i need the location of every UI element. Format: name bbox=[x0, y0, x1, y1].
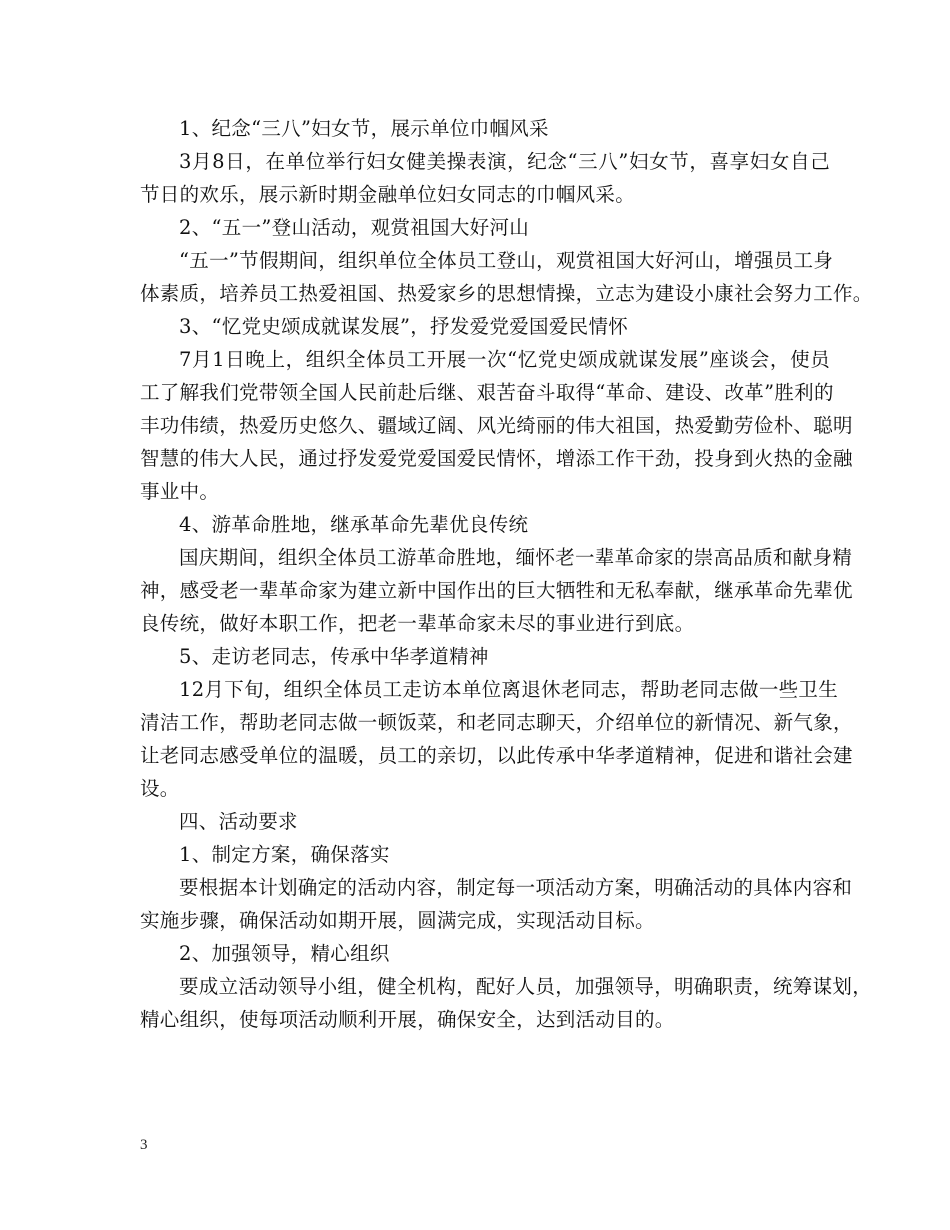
text-line: 3、“忆党史颂成就谋发展”，抒发爱党爱国爱民情怀 bbox=[179, 315, 629, 338]
document-body bbox=[140, 112, 873, 1036]
text-line: 良传统，做好本职工作，把老一辈革命家未尽的事业进行到底。 bbox=[140, 612, 695, 635]
text-line: 1、纪念“三八”妇女节，展示单位巾帼风采 bbox=[179, 117, 549, 140]
page-number: 3 bbox=[140, 1137, 148, 1153]
text-line: 4、游革命胜地，继承革命先辈优良传统 bbox=[179, 513, 529, 536]
text-line: 1、制定方案，确保落实 bbox=[179, 843, 390, 866]
text-line: 2、“五一”登山活动，观赏祖国大好河山 bbox=[179, 216, 530, 239]
text-line: 设。 bbox=[140, 777, 180, 800]
text-line: 国庆期间，组织全体员工游革命胜地，缅怀老一辈革命家的崇高品质和献身精 bbox=[179, 546, 853, 569]
text-line: 清洁工作，帮助老同志做一顿饭菜，和老同志聊天，介绍单位的新情况、新气象， bbox=[140, 711, 853, 734]
text-line: 5、走访老同志，传承中华孝道精神 bbox=[179, 645, 489, 668]
text-line: 3月8日，在单位举行妇女健美操表演，纪念“三八”妇女节，喜享妇女自己 bbox=[179, 150, 830, 173]
text-line: 12月下旬，组织全体员工走访本单位离退休老同志，帮助老同志做一些卫生 bbox=[179, 678, 839, 701]
text-line: “五一”节假期间，组织单位全体员工登山，观赏祖国大好河山，增强员工身 bbox=[179, 249, 834, 272]
text-line: 体素质，培养员工热爱祖国、热爱家乡的思想情操，立志为建设小康社会努力工作。 bbox=[140, 282, 873, 305]
text-line: 实施步骤，确保活动如期开展，圆满完成，实现活动目标。 bbox=[140, 909, 655, 932]
text-line: 要成立活动领导小组，健全机构，配好人员，加强领导，明确职责，统筹谋划， bbox=[179, 975, 873, 998]
text-line: 工了解我们党带领全国人民前赴后继、艰苦奋斗取得“革命、建设、改革”胜利的 bbox=[140, 381, 834, 404]
text-line: 让老同志感受单位的温暖，员工的亲切，以此传承中华孝道精神，促进和谐社会建 bbox=[140, 744, 853, 767]
text-line: 7月1日晚上，组织全体员工开展一次“忆党史颂成就谋发展”座谈会，使员 bbox=[179, 348, 830, 371]
text-line: 智慧的伟大人民，通过抒发爱党爱国爱民情怀，增添工作干劲，投身到火热的金融 bbox=[140, 447, 853, 470]
text-line: 精心组织，使每项活动顺利开展，确保安全，达到活动目的。 bbox=[140, 1008, 675, 1031]
text-line: 事业中。 bbox=[140, 480, 220, 503]
text-line: 2、加强领导，精心组织 bbox=[179, 942, 390, 965]
text-line: 神，感受老一辈革命家为建立新中国作出的巨大牺牲和无私奉献，继承革命先辈优 bbox=[140, 579, 853, 602]
text-line: 四、活动要求 bbox=[179, 810, 298, 833]
text-line: 节日的欢乐，展示新时期金融单位妇女同志的巾帼风采。 bbox=[140, 183, 636, 206]
text-line: 丰功伟绩，热爱历史悠久、疆域辽阔、风光绮丽的伟大祖国，热爱勤劳俭朴、聪明 bbox=[140, 414, 853, 437]
text-line: 要根据本计划确定的活动内容，制定每一项活动方案，明确活动的具体内容和 bbox=[179, 876, 853, 899]
